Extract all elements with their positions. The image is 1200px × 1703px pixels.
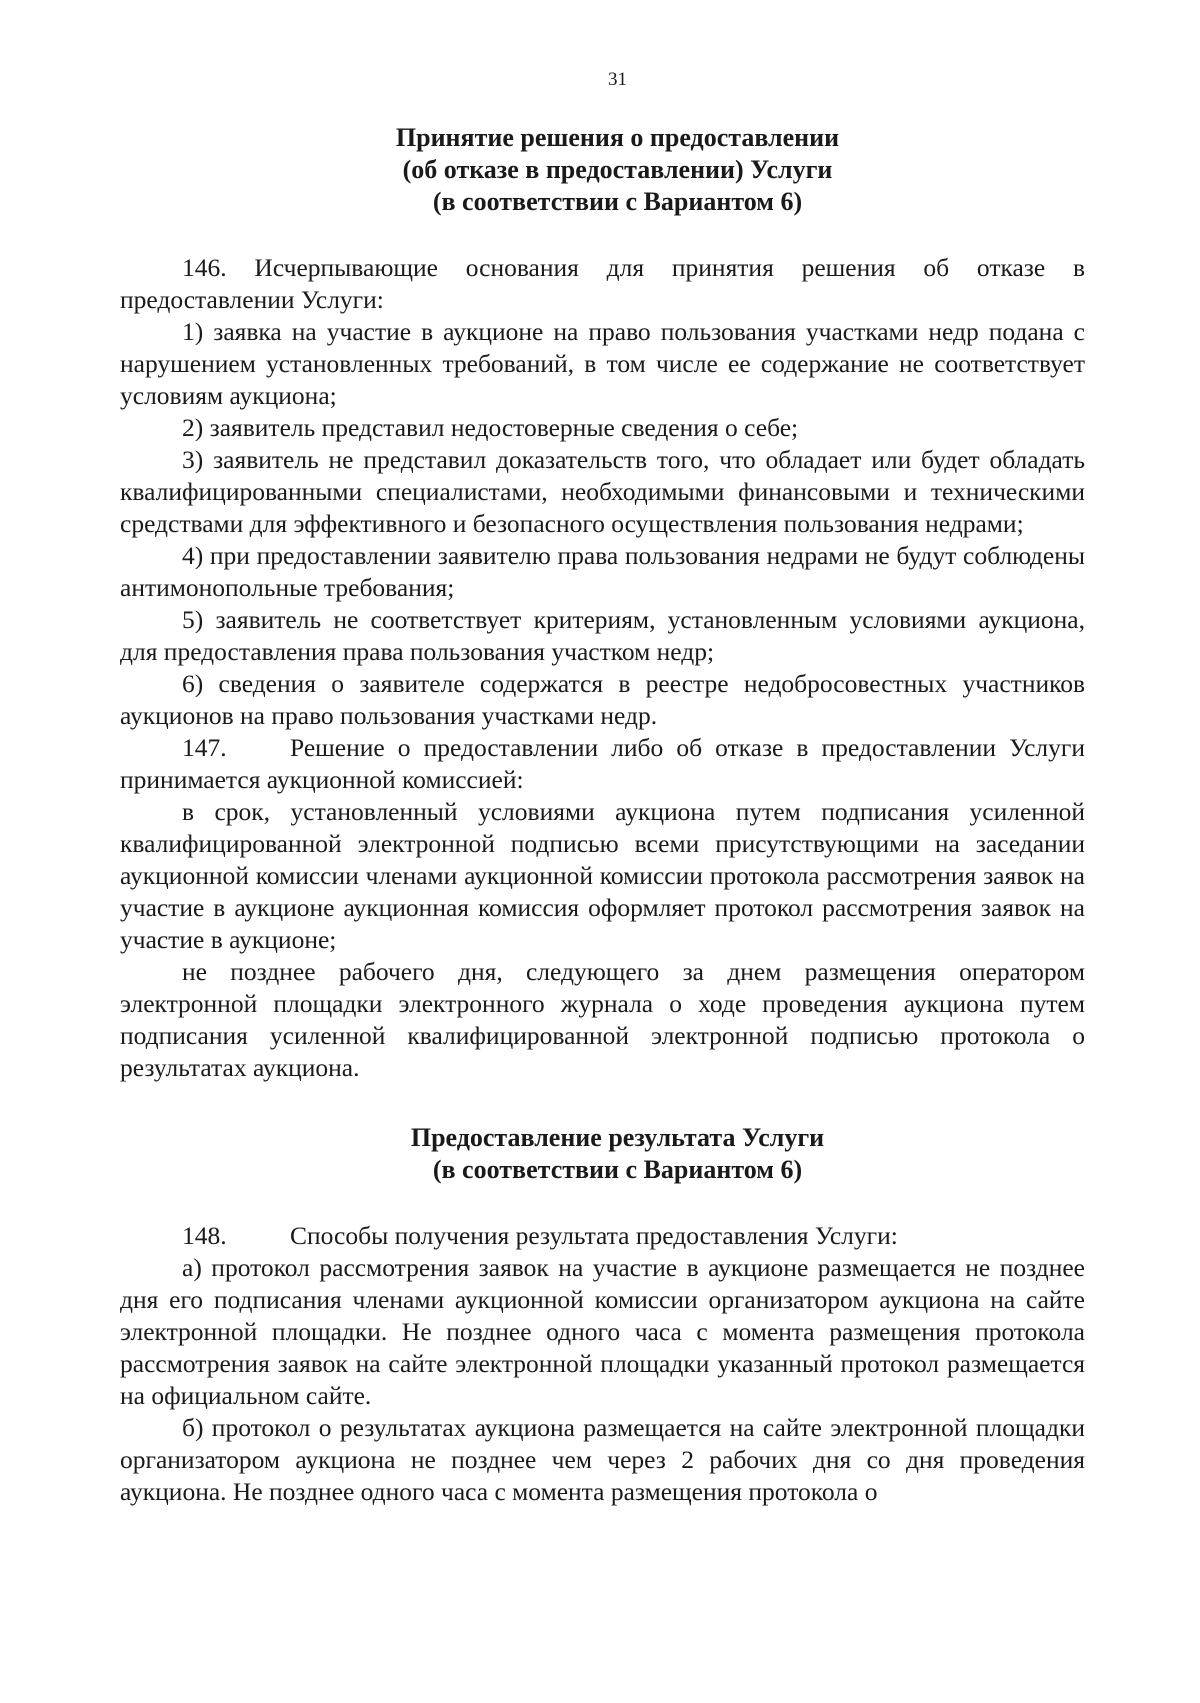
list-item: 3) заявитель не представил доказательств того, что обладает или будет обладать квалифицированными специалистами, необходимыми финансовыми и техническими средствами для эффективного и безопасного осуществления пользования недрами; bbox=[120, 445, 1085, 538]
paragraph-147-a: в срок, установленный условиями аукциона путем подписания усиленной квалифицированной электронной подписью всеми присутствующими на заседании аукционной комиссии членами аукционной комиссии протокола рассмотрения заявок на участие в аукционе аукционная комиссия оформляет протокол рассмотрения заявок на участие в аукционе; bbox=[120, 797, 1085, 954]
paragraph-148-b: б) протокол о результатах аукциона размещается на сайте электронной площадки организатором аукциона не позднее чем через 2 рабочих дня со дня проведения аукциона. Не позднее одного часа с момента размещения протокола о bbox=[120, 1413, 1085, 1506]
heading-line: (в соответствии с Вариантом 6) bbox=[432, 187, 803, 216]
list-item: 1) заявка на участие в аукционе на право пользования участками недр подана с нарушением установленных требований, в том числе ее содержание не соответствует условиям аукциона; bbox=[120, 317, 1085, 410]
section-heading-decision bbox=[120, 122, 1085, 218]
paragraph-146: 146. Исчерпывающие основания для принятия решения об отказе в предоставлении Услуги: bbox=[120, 253, 1085, 314]
paragraph-147-b: не позднее рабочего дня, следующего за днем размещения оператором электронной площадки электронного журнала о ходе проведения аукциона путем подписания усиленной квалифицированной электронной подписью протокола о результатах аукциона. bbox=[120, 957, 1085, 1082]
paragraph-text: Способы получения результата предоставления Услуги: bbox=[290, 1221, 898, 1250]
list-item: 2) заявитель представил недостоверные сведения о себе; bbox=[182, 413, 799, 442]
paragraph-number: 147. bbox=[182, 733, 227, 762]
list-item: 4) при предоставлении заявителю права пользования недрами не будут соблюдены антимонопольные требования; bbox=[120, 541, 1085, 602]
paragraph-147 bbox=[120, 732, 1085, 796]
document-page bbox=[120, 70, 1085, 1508]
section-heading-result bbox=[120, 1122, 1085, 1186]
page-number: 31 bbox=[608, 69, 627, 90]
paragraph-148-a: а) протокол рассмотрения заявок на участие в аукционе размещается не позднее дня его подписания членами аукционной комиссии организатором аукциона на сайте электронной площадки. Не позднее одного часа с момента размещения протокола рассмотрения заявок на сайте электронной площадки указанный протокол размещается на официальном сайте. bbox=[120, 1253, 1085, 1410]
paragraph-148 bbox=[120, 1220, 1085, 1252]
heading-line: Принятие решения о предоставлении bbox=[395, 123, 840, 152]
heading-line: (об отказе в предоставлении) Услуги bbox=[402, 155, 833, 184]
paragraph-text: Решение о предоставлении либо об отказе в предоставлении Услуги принимается аукционной комиссией: bbox=[120, 733, 1085, 794]
heading-line: (в соответствии с Вариантом 6) bbox=[432, 1155, 803, 1184]
list-item: 6) сведения о заявителе содержатся в реестре недобросовестных участников аукционов на право пользования участками недр. bbox=[120, 669, 1085, 730]
list-item: 5) заявитель не соответствует критериям, установленным условиями аукциона, для предоставления права пользования участком недр; bbox=[120, 605, 1085, 666]
heading-line: Предоставление результата Услуги bbox=[410, 1123, 825, 1152]
paragraph-number: 148. bbox=[182, 1221, 227, 1250]
